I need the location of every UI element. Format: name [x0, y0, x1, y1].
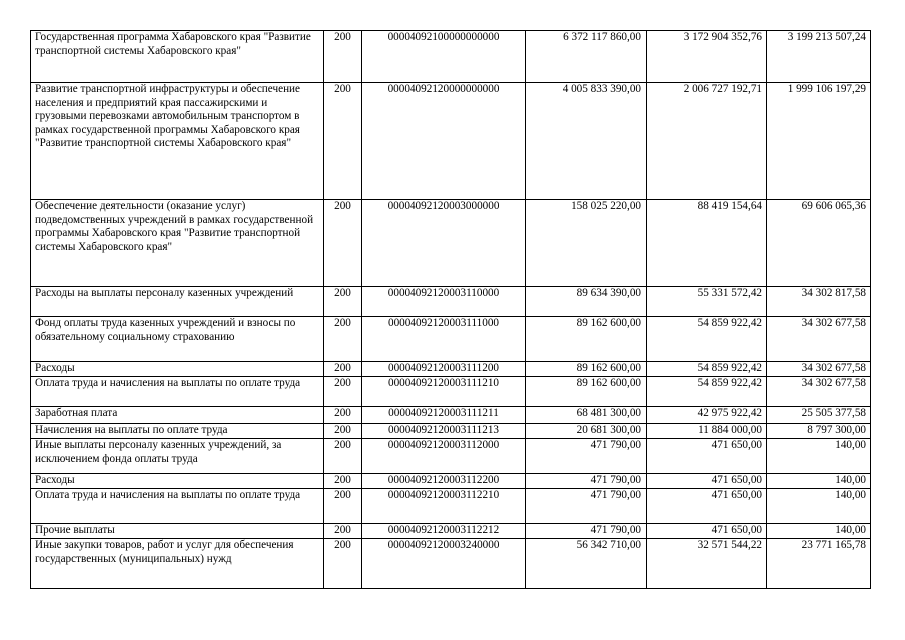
executed-amount: 3 172 904 352,76 [647, 31, 767, 83]
line-code: 200 [324, 524, 362, 539]
table-row [31, 489, 871, 524]
executed-amount: 54 859 922,42 [647, 377, 767, 407]
expense-name: Иные закупки товаров, работ и услуг для обеспечения государственных (муниципальных) нужд [31, 539, 324, 589]
classification-code: 00004092120003112212 [362, 524, 526, 539]
unexecuted-amount: 34 302 677,58 [767, 362, 871, 377]
classification-code: 00004092120003112200 [362, 474, 526, 489]
line-code: 200 [324, 287, 362, 317]
executed-amount: 11 884 000,00 [647, 424, 767, 439]
executed-amount: 471 650,00 [647, 524, 767, 539]
approved-amount: 89 162 600,00 [526, 362, 647, 377]
line-code: 200 [324, 474, 362, 489]
unexecuted-amount: 1 999 106 197,29 [767, 83, 871, 200]
line-code: 200 [324, 362, 362, 377]
unexecuted-amount: 34 302 677,58 [767, 377, 871, 407]
line-code: 200 [324, 317, 362, 362]
expense-name: Заработная плата [31, 407, 324, 424]
expense-name: Государственная программа Хабаровского края "Развитие транспортной системы Хабаровского края" [31, 31, 324, 83]
unexecuted-amount: 34 302 817,58 [767, 287, 871, 317]
classification-code: 00004092120003111213 [362, 424, 526, 439]
classification-code: 00004092120003112210 [362, 489, 526, 524]
classification-code: 00004092120003111000 [362, 317, 526, 362]
classification-code: 00004092120003111210 [362, 377, 526, 407]
approved-amount: 4 005 833 390,00 [526, 83, 647, 200]
classification-code: 00004092120003240000 [362, 539, 526, 589]
expense-name: Иные выплаты персоналу казенных учреждений, за исключением фонда оплаты труда [31, 439, 324, 474]
table-row [31, 539, 871, 589]
approved-amount: 56 342 710,00 [526, 539, 647, 589]
table-row [31, 407, 871, 424]
executed-amount: 42 975 922,42 [647, 407, 767, 424]
approved-amount: 471 790,00 [526, 474, 647, 489]
executed-amount: 54 859 922,42 [647, 317, 767, 362]
expense-name: Прочие выплаты [31, 524, 324, 539]
classification-code: 00004092100000000000 [362, 31, 526, 83]
table-row [31, 524, 871, 539]
expense-name: Фонд оплаты труда казенных учреждений и взносы по обязательному социальному страхованию [31, 317, 324, 362]
unexecuted-amount: 23 771 165,78 [767, 539, 871, 589]
table-row [31, 362, 871, 377]
unexecuted-amount: 8 797 300,00 [767, 424, 871, 439]
executed-amount: 471 650,00 [647, 474, 767, 489]
executed-amount: 55 331 572,42 [647, 287, 767, 317]
table-row [31, 474, 871, 489]
table-row [31, 317, 871, 362]
table-row [31, 287, 871, 317]
classification-code: 00004092120003112000 [362, 439, 526, 474]
approved-amount: 471 790,00 [526, 524, 647, 539]
executed-amount: 54 859 922,42 [647, 362, 767, 377]
executed-amount: 32 571 544,22 [647, 539, 767, 589]
approved-amount: 89 162 600,00 [526, 317, 647, 362]
approved-amount: 20 681 300,00 [526, 424, 647, 439]
expense-name: Начисления на выплаты по оплате труда [31, 424, 324, 439]
table-row [31, 377, 871, 407]
table-row [31, 424, 871, 439]
unexecuted-amount: 140,00 [767, 489, 871, 524]
unexecuted-amount: 140,00 [767, 439, 871, 474]
budget-table [30, 30, 871, 589]
line-code: 200 [324, 439, 362, 474]
classification-code: 00004092120003111200 [362, 362, 526, 377]
approved-amount: 89 634 390,00 [526, 287, 647, 317]
unexecuted-amount: 69 606 065,36 [767, 200, 871, 287]
classification-code: 00004092120003000000 [362, 200, 526, 287]
approved-amount: 471 790,00 [526, 439, 647, 474]
table-row [31, 83, 871, 200]
classification-code: 00004092120003111211 [362, 407, 526, 424]
approved-amount: 471 790,00 [526, 489, 647, 524]
executed-amount: 88 419 154,64 [647, 200, 767, 287]
classification-code: 00004092120003110000 [362, 287, 526, 317]
line-code: 200 [324, 424, 362, 439]
executed-amount: 471 650,00 [647, 439, 767, 474]
table-row [31, 31, 871, 83]
line-code: 200 [324, 489, 362, 524]
line-code: 200 [324, 377, 362, 407]
approved-amount: 89 162 600,00 [526, 377, 647, 407]
unexecuted-amount: 34 302 677,58 [767, 317, 871, 362]
unexecuted-amount: 140,00 [767, 474, 871, 489]
classification-code: 00004092120000000000 [362, 83, 526, 200]
line-code: 200 [324, 539, 362, 589]
approved-amount: 6 372 117 860,00 [526, 31, 647, 83]
line-code: 200 [324, 31, 362, 83]
expense-name: Оплата труда и начисления на выплаты по оплате труда [31, 377, 324, 407]
unexecuted-amount: 25 505 377,58 [767, 407, 871, 424]
approved-amount: 158 025 220,00 [526, 200, 647, 287]
approved-amount: 68 481 300,00 [526, 407, 647, 424]
unexecuted-amount: 140,00 [767, 524, 871, 539]
table-row [31, 439, 871, 474]
expense-name: Развитие транспортной инфраструктуры и обеспечение населения и предприятий края пассажирскими и грузовыми перевозками автомобильным транспортом в рамках государственной программы Хабаровского края "Развитие транспортной системы Хабаровского края" [31, 83, 324, 200]
executed-amount: 471 650,00 [647, 489, 767, 524]
line-code: 200 [324, 200, 362, 287]
document-page [30, 30, 870, 600]
line-code: 200 [324, 83, 362, 200]
executed-amount: 2 006 727 192,71 [647, 83, 767, 200]
expense-name: Обеспечение деятельности (оказание услуг) подведомственных учреждений в рамках государственной программы Хабаровского края "Развитие транспортной системы Хабаровского края" [31, 200, 324, 287]
line-code: 200 [324, 407, 362, 424]
expense-name: Оплата труда и начисления на выплаты по оплате труда [31, 489, 324, 524]
unexecuted-amount: 3 199 213 507,24 [767, 31, 871, 83]
expense-name: Расходы на выплаты персоналу казенных учреждений [31, 287, 324, 317]
table-row [31, 200, 871, 287]
expense-name: Расходы [31, 362, 324, 377]
expense-name: Расходы [31, 474, 324, 489]
